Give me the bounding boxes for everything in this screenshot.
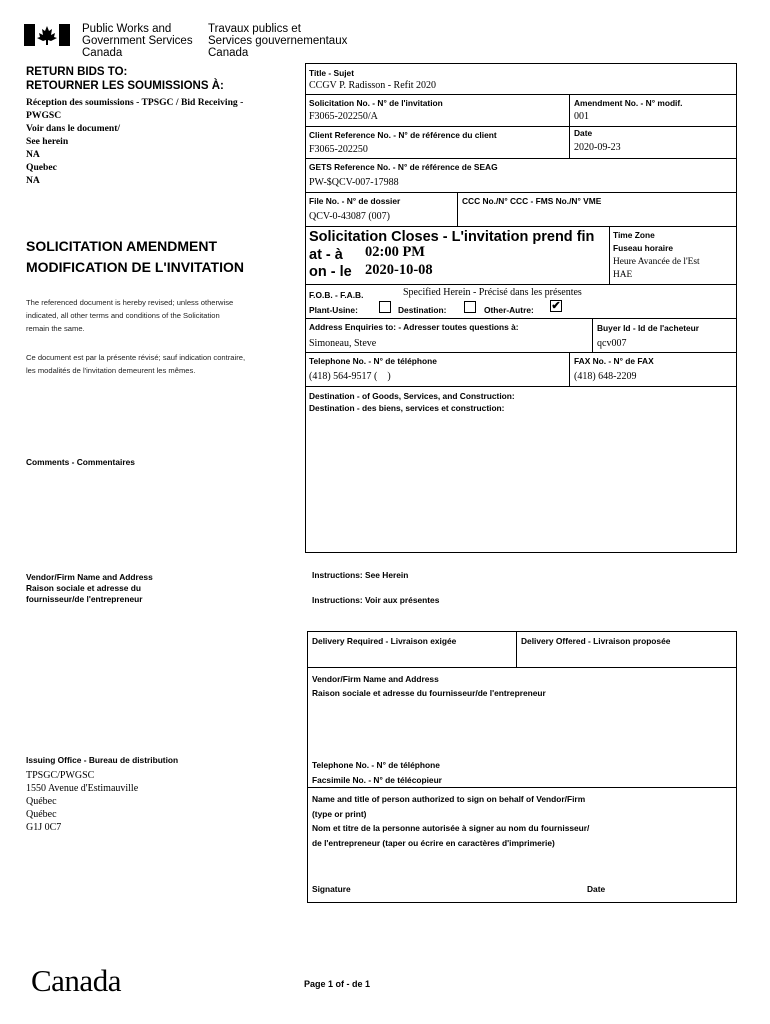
vendor-label-left [26, 572, 153, 605]
vendor-label-line: fournisseur/de l'entrepreneur [26, 594, 143, 604]
comments-label: Comments - Commentaires [26, 457, 135, 467]
canada-wordmark: Canada [31, 963, 121, 998]
notice-line: The referenced document is hereby revised; unless otherwise [26, 298, 234, 307]
issuing-office-address [26, 769, 138, 834]
delivery-offered-label: Delivery Offered - Livraison proposée [521, 636, 671, 646]
amendment-title-en: SOLICITATION AMENDMENT [26, 238, 218, 254]
plant-checkbox[interactable] [379, 301, 391, 313]
vendor-label-line: Raison sociale et adresse du [26, 583, 141, 593]
tz-value-abbr: HAE [613, 270, 633, 280]
signature-date-label: Date [587, 884, 606, 894]
address-line: 1550 Avenue d'Estimauville [26, 783, 139, 794]
destination-checkbox-label: Destination: [398, 305, 447, 315]
notice-line: les modalités de l'invitation demeurent les mêmes. [26, 366, 196, 375]
dept-en-line: Government Services [82, 35, 193, 47]
dept-name-en [82, 23, 193, 59]
ccc-label: CCC No./N° CCC - FMS No./N° VME [462, 196, 602, 206]
vendor-telephone-label: Telephone No. - N° de téléphone [312, 760, 440, 770]
vendor-facsimile-label: Facsimile No. - N° de télécopieur [312, 775, 442, 785]
destination-label-en: Destination - of Goods, Services, and Construction: [309, 391, 515, 401]
plant-label: Plant-Usine: [309, 305, 358, 315]
authorized-person-line: de l'entrepreneur (taper ou écrire en caractères d'imprimerie) [312, 837, 555, 848]
return-bids-title-en: RETURN BIDS TO: [26, 66, 128, 78]
fax-label: FAX No. - N° de FAX [574, 356, 654, 366]
address-line: Quebec [26, 162, 57, 173]
tz-label-en: Time Zone [613, 230, 655, 240]
authorized-person-label [312, 792, 589, 850]
buyer-label: Buyer Id - Id de l'acheteur [597, 323, 700, 333]
on-label: on - le [309, 264, 352, 280]
dept-fr-line: Services gouvernementaux [208, 35, 348, 47]
return-bids-heading [26, 65, 224, 93]
dept-name-fr [208, 23, 347, 59]
amendment-notice-fr [26, 351, 245, 377]
address-line: See herein [26, 136, 69, 147]
address-line: TPSGC/PWGSC [26, 770, 95, 781]
address-line: Québec [26, 796, 57, 807]
amendment-value: 001 [574, 111, 589, 122]
address-enquiries-value: Simoneau, Steve [309, 338, 377, 349]
file-label: File No. - N° de dossier [309, 196, 401, 206]
gets-value: PW-$QCV-007-17988 [309, 177, 399, 188]
authorized-person-line: Nom et titre de la personne autorisée à signer au nom du fournisseur/ [312, 823, 590, 833]
other-label: Other-Autre: [484, 305, 534, 315]
title-label: Title - Sujet [309, 68, 354, 78]
other-checkbox[interactable]: ✔ [551, 300, 561, 312]
title-value: CCGV P. Radisson - Refit 2020 [309, 80, 437, 91]
issuing-office-label: Issuing Office - Bureau de distribution [26, 755, 179, 765]
delivery-required-label: Delivery Required - Livraison exigée [312, 636, 457, 646]
amendment-notice-en [26, 296, 233, 335]
notice-line: remain the same. [26, 324, 85, 333]
page-number: Page 1 of - de 1 [304, 979, 371, 989]
notice-line: Ce document est par la présente révisé; sauf indication contraire, [26, 353, 246, 362]
address-line: Réception des soumissions - TPSGC / Bid Receiving - [26, 97, 244, 108]
dept-fr-line: Canada [208, 47, 249, 59]
vendor-name-label-fr: Raison sociale et adresse du fournisseur/de l'entrepreneur [312, 688, 546, 698]
authorized-person-line: (type or print) [312, 808, 367, 819]
amendment-heading [26, 236, 244, 278]
instructions-en: Instructions: See Herein [312, 570, 409, 580]
amendment-label: Amendment No. - N° modif. [574, 98, 683, 108]
client-ref-label: Client Reference No. - N° de référence du client [309, 130, 497, 140]
tz-label-fr: Fuseau horaire [613, 243, 674, 253]
file-value: QCV-0-43087 (007) [309, 211, 391, 222]
dept-en-line: Canada [82, 47, 123, 59]
address-line: Québec [26, 809, 57, 820]
vendor-label-line: Vendor/Firm Name and Address [26, 572, 153, 582]
destination-checkbox[interactable] [464, 301, 476, 313]
solicitation-value: F3065-202250/A [309, 111, 378, 122]
client-ref-value: F3065-202250 [309, 144, 368, 155]
telephone-value: (418) 564-9517 ( ) [309, 371, 391, 382]
address-line: Voir dans le document/ [26, 123, 121, 134]
date-label: Date [574, 128, 593, 138]
tz-value: Heure Avancée de l'Est [613, 257, 700, 267]
solicitation-label: Solicitation No. - N° de l'invitation [309, 98, 443, 108]
amendment-title-fr: MODIFICATION DE L'INVITATION [26, 259, 244, 275]
at-label: at - à [309, 247, 343, 263]
dept-en-line: Public Works and [82, 23, 172, 35]
address-line: NA [26, 175, 40, 186]
gets-label: GETS Reference No. - N° de référence de SEAG [309, 162, 498, 172]
address-enquiries-label: Address Enquiries to: - Adresser toutes questions à: [309, 322, 519, 332]
at-value: 02:00 PM [365, 244, 425, 260]
instructions-fr: Instructions: Voir aux présentes [312, 595, 440, 605]
date-value: 2020-09-23 [574, 142, 621, 153]
address-line: G1J 0C7 [26, 822, 62, 833]
fax-value: (418) 648-2209 [574, 371, 637, 382]
telephone-label: Telephone No. - N° de téléphone [309, 356, 437, 366]
address-line: PWGSC [26, 110, 62, 121]
buyer-value: qcv007 [597, 338, 627, 349]
dept-fr-line: Travaux publics et [208, 23, 301, 35]
destination-label-fr: Destination - des biens, services et construction: [309, 403, 505, 413]
vendor-name-label-en: Vendor/Firm Name and Address [312, 674, 439, 684]
return-bids-title-fr: RETOURNER LES SOUMISSIONS À: [26, 80, 224, 92]
canada-flag-icon [24, 24, 70, 46]
notice-line: indicated, all other terms and conditions of the Solicitation [26, 311, 220, 320]
address-line: NA [26, 149, 40, 160]
fob-value: Specified Herein - Précisé dans les présentes [403, 287, 582, 298]
fob-label: F.O.B. - F.A.B. [309, 290, 364, 300]
on-value: 2020-10-08 [365, 262, 433, 278]
return-bids-address [26, 96, 243, 187]
closes-title: Solicitation Closes - L'invitation prend fin [309, 229, 595, 245]
signature-label: Signature [312, 884, 351, 894]
authorized-person-line: Name and title of person authorized to sign on behalf of Vendor/Firm [312, 794, 586, 804]
